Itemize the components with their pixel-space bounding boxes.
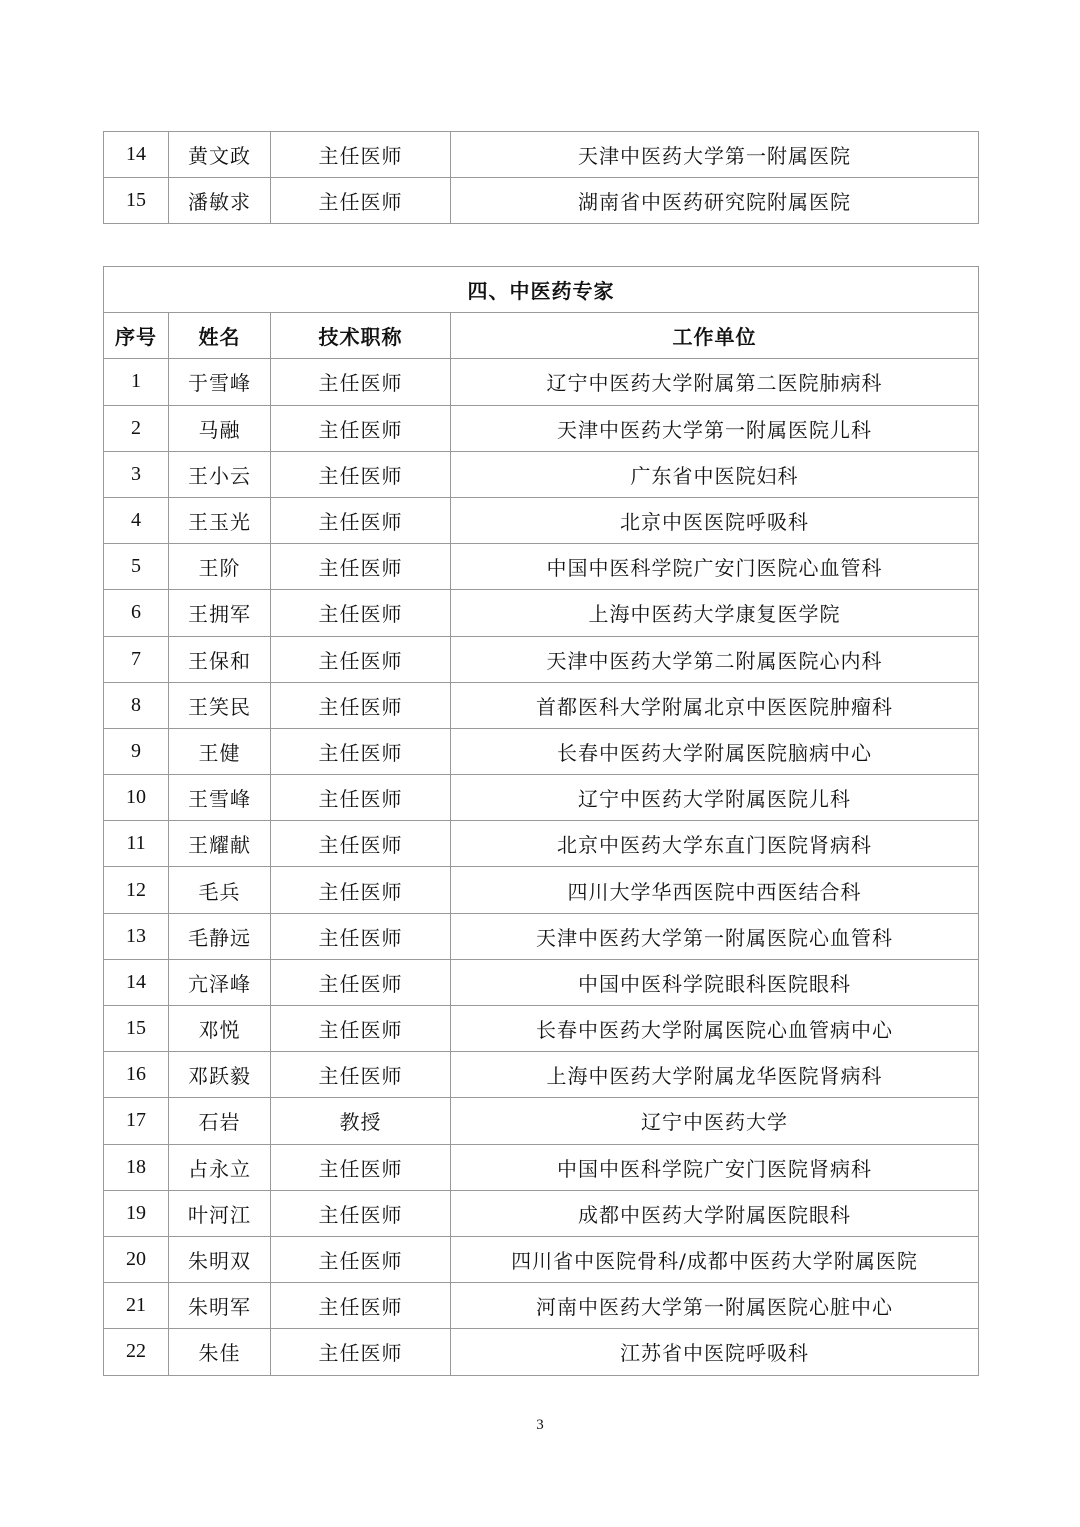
header-row (104, 313, 979, 359)
table-row (104, 1329, 979, 1375)
technical-title: 主任医师 (271, 1006, 451, 1052)
technical-title: 主任医师 (271, 682, 451, 728)
technical-title: 主任医师 (271, 1236, 451, 1282)
technical-title: 主任医师 (271, 1190, 451, 1236)
table-row (104, 451, 979, 497)
technical-title: 主任医师 (271, 867, 451, 913)
table-row (104, 775, 979, 821)
table-row (104, 728, 979, 774)
row-number: 19 (104, 1190, 169, 1236)
row-number: 15 (104, 178, 169, 224)
expert-name: 王玉光 (169, 497, 271, 543)
table-row (104, 821, 979, 867)
expert-name: 黄文政 (169, 132, 271, 178)
table-row (104, 913, 979, 959)
table-row (104, 1190, 979, 1236)
row-number: 22 (104, 1329, 169, 1375)
expert-name: 王笑民 (169, 682, 271, 728)
table-row (104, 359, 979, 405)
work-unit: 江苏省中医院呼吸科 (451, 1329, 979, 1375)
header-unit: 工作单位 (451, 313, 979, 359)
table-row (104, 544, 979, 590)
expert-name: 毛静远 (169, 913, 271, 959)
row-number: 2 (104, 405, 169, 451)
technical-title: 主任医师 (271, 636, 451, 682)
row-number: 1 (104, 359, 169, 405)
section-title-row (104, 267, 979, 313)
expert-name: 亢泽峰 (169, 959, 271, 1005)
row-number: 15 (104, 1006, 169, 1052)
table-row (104, 497, 979, 543)
work-unit: 首都医科大学附属北京中医医院肿瘤科 (451, 682, 979, 728)
work-unit: 四川省中医院骨科/成都中医药大学附属医院 (451, 1236, 979, 1282)
table-row (104, 1098, 979, 1144)
work-unit: 上海中医药大学康复医学院 (451, 590, 979, 636)
table-row (104, 682, 979, 728)
expert-name: 毛兵 (169, 867, 271, 913)
row-number: 3 (104, 451, 169, 497)
technical-title: 主任医师 (271, 451, 451, 497)
row-number: 5 (104, 544, 169, 590)
technical-title: 主任医师 (271, 178, 451, 224)
work-unit: 中国中医科学院广安门医院肾病科 (451, 1144, 979, 1190)
work-unit: 辽宁中医药大学附属医院儿科 (451, 775, 979, 821)
technical-title: 主任医师 (271, 590, 451, 636)
row-number: 12 (104, 867, 169, 913)
table-row (104, 405, 979, 451)
page-number: 3 (536, 1417, 544, 1433)
row-number: 8 (104, 682, 169, 728)
table-row (104, 1236, 979, 1282)
technical-title: 主任医师 (271, 959, 451, 1005)
table-row (104, 867, 979, 913)
row-number: 16 (104, 1052, 169, 1098)
row-number: 20 (104, 1236, 169, 1282)
expert-name: 王保和 (169, 636, 271, 682)
technical-title: 主任医师 (271, 1144, 451, 1190)
row-number: 9 (104, 728, 169, 774)
expert-name: 王阶 (169, 544, 271, 590)
table-row (104, 178, 979, 224)
technical-title: 主任医师 (271, 544, 451, 590)
row-number: 11 (104, 821, 169, 867)
technical-title: 主任医师 (271, 1052, 451, 1098)
table-row (104, 132, 979, 178)
expert-name: 于雪峰 (169, 359, 271, 405)
row-number: 13 (104, 913, 169, 959)
work-unit: 广东省中医院妇科 (451, 451, 979, 497)
work-unit: 辽宁中医药大学附属第二医院肺病科 (451, 359, 979, 405)
work-unit: 河南中医药大学第一附属医院心脏中心 (451, 1283, 979, 1329)
work-unit: 湖南省中医药研究院附属医院 (451, 178, 979, 224)
work-unit: 四川大学华西医院中西医结合科 (451, 867, 979, 913)
technical-title: 教授 (271, 1098, 451, 1144)
row-number: 18 (104, 1144, 169, 1190)
expert-name: 石岩 (169, 1098, 271, 1144)
header-title: 技术职称 (271, 313, 451, 359)
work-unit: 天津中医药大学第一附属医院儿科 (451, 405, 979, 451)
header-name: 姓名 (169, 313, 271, 359)
row-number: 7 (104, 636, 169, 682)
technical-title: 主任医师 (271, 728, 451, 774)
tcm-expert-table (103, 266, 979, 1376)
row-number: 21 (104, 1283, 169, 1329)
work-unit: 成都中医药大学附属医院眼科 (451, 1190, 979, 1236)
expert-name: 朱明双 (169, 1236, 271, 1282)
row-number: 4 (104, 497, 169, 543)
row-number: 6 (104, 590, 169, 636)
expert-name: 王拥军 (169, 590, 271, 636)
expert-name: 邓跃毅 (169, 1052, 271, 1098)
work-unit: 天津中医药大学第一附属医院 (451, 132, 979, 178)
expert-name: 王健 (169, 728, 271, 774)
expert-name: 邓悦 (169, 1006, 271, 1052)
technical-title: 主任医师 (271, 405, 451, 451)
row-number: 17 (104, 1098, 169, 1144)
expert-name: 叶河江 (169, 1190, 271, 1236)
expert-name: 王耀献 (169, 821, 271, 867)
section-title: 四、中医药专家 (104, 267, 979, 313)
expert-name: 潘敏求 (169, 178, 271, 224)
technical-title: 主任医师 (271, 132, 451, 178)
header-no: 序号 (104, 313, 169, 359)
work-unit: 天津中医药大学第二附属医院心内科 (451, 636, 979, 682)
table-row (104, 636, 979, 682)
row-number: 14 (104, 132, 169, 178)
technical-title: 主任医师 (271, 775, 451, 821)
technical-title: 主任医师 (271, 1283, 451, 1329)
expert-name: 朱佳 (169, 1329, 271, 1375)
expert-table-body (104, 359, 979, 1375)
table-row (104, 590, 979, 636)
work-unit: 长春中医药大学附属医院脑病中心 (451, 728, 979, 774)
row-number: 14 (104, 959, 169, 1005)
expert-name: 王小云 (169, 451, 271, 497)
work-unit: 北京中医药大学东直门医院肾病科 (451, 821, 979, 867)
expert-name: 朱明军 (169, 1283, 271, 1329)
work-unit: 上海中医药大学附属龙华医院肾病科 (451, 1052, 979, 1098)
table-row (104, 959, 979, 1005)
work-unit: 辽宁中医药大学 (451, 1098, 979, 1144)
table-row (104, 1006, 979, 1052)
continued-expert-table (103, 131, 979, 224)
work-unit: 中国中医科学院眼科医院眼科 (451, 959, 979, 1005)
technical-title: 主任医师 (271, 913, 451, 959)
technical-title: 主任医师 (271, 821, 451, 867)
table-row (104, 1052, 979, 1098)
work-unit: 北京中医医院呼吸科 (451, 497, 979, 543)
work-unit: 长春中医药大学附属医院心血管病中心 (451, 1006, 979, 1052)
expert-name: 王雪峰 (169, 775, 271, 821)
expert-name: 占永立 (169, 1144, 271, 1190)
technical-title: 主任医师 (271, 359, 451, 405)
table-row (104, 1283, 979, 1329)
expert-name: 马融 (169, 405, 271, 451)
technical-title: 主任医师 (271, 497, 451, 543)
continued-table-body (104, 132, 979, 224)
work-unit: 天津中医药大学第一附属医院心血管科 (451, 913, 979, 959)
row-number: 10 (104, 775, 169, 821)
work-unit: 中国中医科学院广安门医院心血管科 (451, 544, 979, 590)
table-row (104, 1144, 979, 1190)
technical-title: 主任医师 (271, 1329, 451, 1375)
